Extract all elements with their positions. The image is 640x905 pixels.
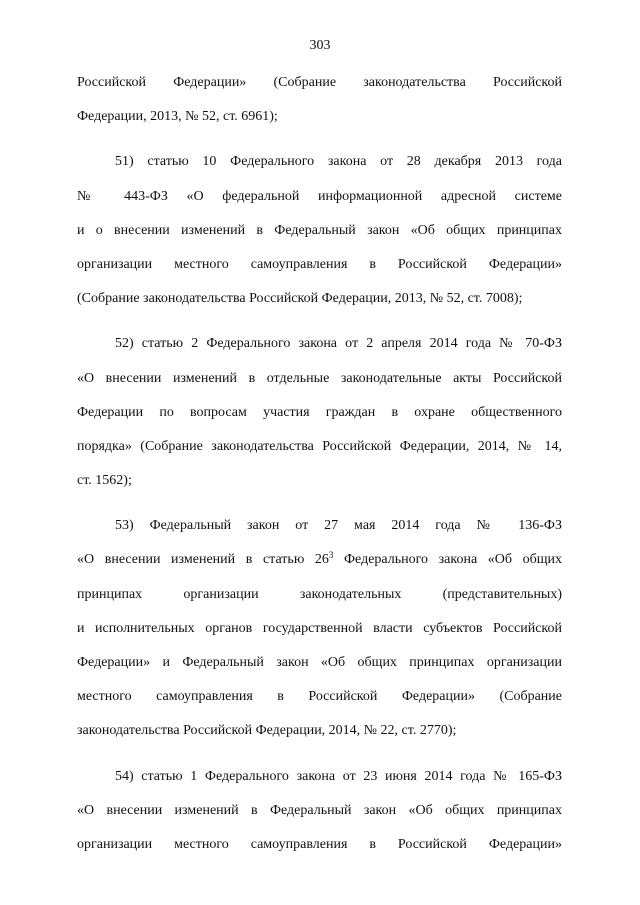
text-line: организации местного самоуправления в Российской Федерации»: [77, 256, 562, 272]
text-line: местного самоуправления в Российской Федерации» (Собрание: [77, 689, 562, 705]
text-line: № 443-ФЗ «О федеральной информационной адресной системе: [77, 188, 562, 204]
text-line: законодательства Российской Федерации, 2014, № 22, ст. 2770);: [77, 723, 457, 739]
text-line: «О внесении изменений в Федеральный закон «Об общих принципах: [77, 802, 562, 818]
superscript: 3: [328, 550, 334, 561]
text-line: 52) статью 2 Федерального закона от 2 апреля 2014 года № 70-ФЗ: [115, 336, 562, 352]
text-line: организации местного самоуправления в Российской Федерации»: [77, 836, 562, 852]
text-line: порядка» (Собрание законодательства Российской Федерации, 2014, № 14,: [77, 438, 562, 454]
paragraph-item-51: [77, 153, 562, 308]
text-line: и о внесении изменений в Федеральный закон «Об общих принципах: [77, 222, 562, 238]
text-line: и исполнительных органов государственной власти субъектов Российской: [77, 620, 562, 636]
text-line: 51) статью 10 Федерального закона от 28 декабря 2013 года: [115, 154, 562, 170]
paragraph-item-54: [77, 768, 562, 854]
paragraph-item-53: [77, 517, 562, 740]
text-line: Федерации, 2013, № 52, ст. 6961);: [77, 109, 278, 125]
text-line: Российской Федерации» (Собрание законодательства Российской: [77, 75, 562, 90]
document-body: [77, 74, 562, 870]
text-line: Федерации по вопросам участия граждан в охране общественного: [77, 404, 562, 420]
text-line: принципах организации законодательных (представительных): [77, 586, 562, 602]
text-line: (Собрание законодательства Российской Федерации, 2013, № 52, ст. 7008);: [77, 291, 523, 307]
text-line: [77, 551, 562, 569]
text-line: Федерации» и Федеральный закон «Об общих принципах организации: [77, 655, 562, 670]
text-segment: Федерального закона «Об общих: [333, 552, 562, 568]
paragraph: [77, 74, 562, 126]
page-number: 303: [309, 38, 331, 53]
text-line: «О внесении изменений в отдельные законодательные акты Российской: [77, 370, 562, 386]
text-line: ст. 1562);: [77, 473, 132, 489]
text-line: 54) статью 1 Федерального закона от 23 июня 2014 года № 165-ФЗ: [115, 768, 562, 784]
paragraph-item-52: [77, 335, 562, 490]
text-line: 53) Федеральный закон от 27 мая 2014 года № 136-ФЗ: [115, 518, 562, 534]
text-segment: «О внесении изменений в статью 26: [77, 552, 329, 568]
